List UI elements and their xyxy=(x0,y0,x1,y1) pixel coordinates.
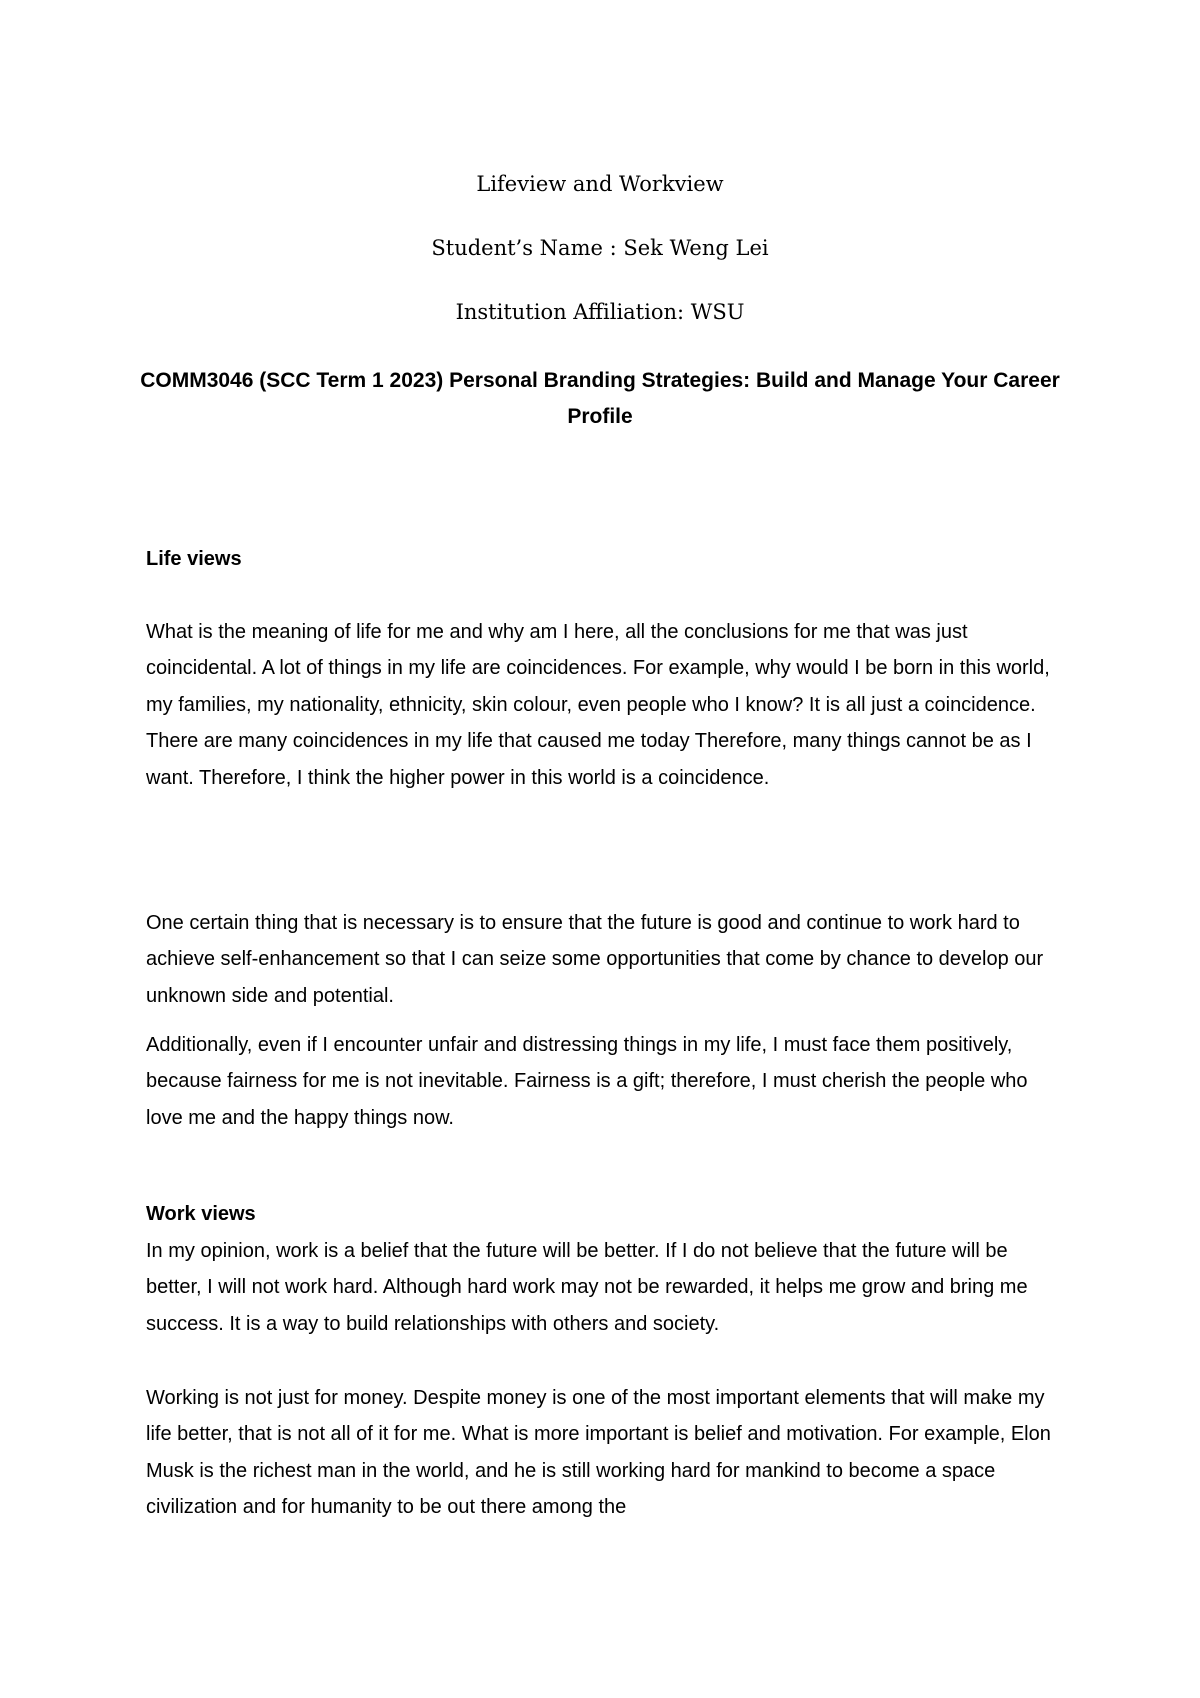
life-views-paragraph-3: Additionally, even if I encounter unfair and distressing things in my life, I must face them positively, because fairness for me is not inevitable. Fairness is a gift; therefore, I must cherish the people who love me and the happy things now. xyxy=(146,1034,1028,1129)
life-views-paragraph-1: What is the meaning of life for me and why am I here, all the conclusions for me that was just coincidental. A lot of things in my life are coincidences. For example, why would I be born in this world, my families, my nationality, ethnicity, skin colour, even people who I know? It is all just a coincidence. There are many coincidences in my life that caused me today Therefore, many things cannot be as I want. Therefore, I think the higher power in this world is a coincidence. xyxy=(146,621,1050,789)
work-views-heading: Work views xyxy=(146,1203,256,1225)
work-views-paragraph-1: In my opinion, work is a belief that the future will be better. If I do not believe that the future will be better, I will not work hard. Although hard work may not be rewarded, it helps me grow and bring me success. It is a way to build relationships with others and society. xyxy=(146,1240,1028,1335)
work-views-paragraph-2: Working is not just for money. Despite money is one of the most important elements that will make my life better, that is not all of it for me. What is more important is belief and motivation. For example, Elon Musk is the richest man in the world, and he is still working hard for mankind to become a space civilization and for humanity to be out there among the xyxy=(146,1387,1051,1519)
life-views-paragraph-2: One certain thing that is necessary is to ensure that the future is good and continue to work hard to achieve self-enhancement so that I can seize some opportunities that come by chance to develop our unknown side and potential. xyxy=(146,912,1044,1007)
life-views-heading: Life views xyxy=(146,548,242,570)
institution-affiliation: Institution Affiliation: WSU xyxy=(455,300,745,324)
course-title: COMM3046 (SCC Term 1 2023) Personal Branding Strategies: Build and Manage Your Career Profile xyxy=(140,369,1060,428)
document-title: Lifeview and Workview xyxy=(476,172,724,196)
student-name: Student’s Name : Sek Weng Lei xyxy=(431,236,769,260)
